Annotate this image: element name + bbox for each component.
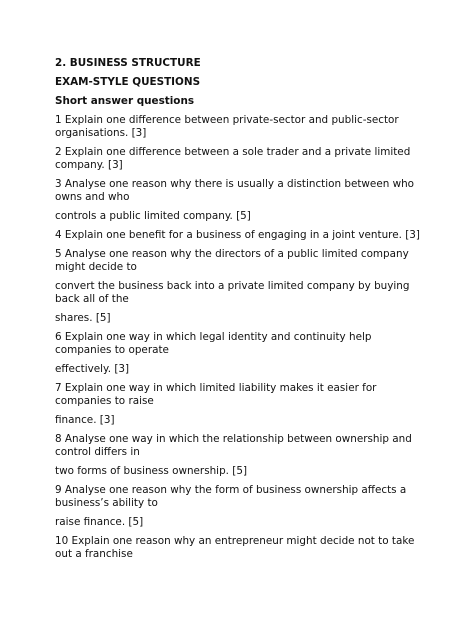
question-line-6: 5 Analyse one reason why the directors of a public limited company might decide to: [55, 248, 409, 273]
question-line-11: 7 Explain one way in which limited liability makes it easier for companies to raise: [55, 382, 377, 407]
question-line-14: two forms of business ownership. [5]: [55, 465, 247, 477]
section-heading: EXAM-STYLE QUESTIONS: [55, 76, 201, 88]
question-line-17: 10 Explain one reason why an entrepreneur might decide not to take out a franchise: [55, 535, 415, 560]
question-line-2: 2 Explain one difference between a sole trader and a private limited company. [3]: [55, 146, 411, 171]
question-line-10: effectively. [3]: [55, 363, 130, 375]
question-line-1: 1 Explain one difference between private-sector and public-sector organisations. [3]: [55, 114, 399, 139]
question-line-5: 4 Explain one benefit for a business of engaging in a joint venture. [3]: [55, 229, 420, 241]
question-line-15: 9 Analyse one reason why the form of business ownership affects a business’s ability to: [55, 484, 407, 509]
question-line-3: 3 Analyse one reason why there is usually a distinction between who owns and who: [55, 178, 415, 203]
question-line-12: finance. [3]: [55, 414, 115, 426]
question-line-8: shares. [5]: [55, 312, 111, 324]
question-line-7: convert the business back into a private limited company by buying back all of the: [55, 280, 410, 305]
question-line-9: 6 Explain one way in which legal identity and continuity help companies to operate: [55, 331, 372, 356]
subsection-heading: Short answer questions: [55, 95, 195, 107]
question-line-4: controls a public limited company. [5]: [55, 210, 251, 222]
question-line-16: raise finance. [5]: [55, 516, 144, 528]
question-line-13: 8 Analyse one way in which the relationship between ownership and control differs in: [55, 433, 412, 458]
chapter-heading: 2. BUSINESS STRUCTURE: [55, 57, 201, 69]
